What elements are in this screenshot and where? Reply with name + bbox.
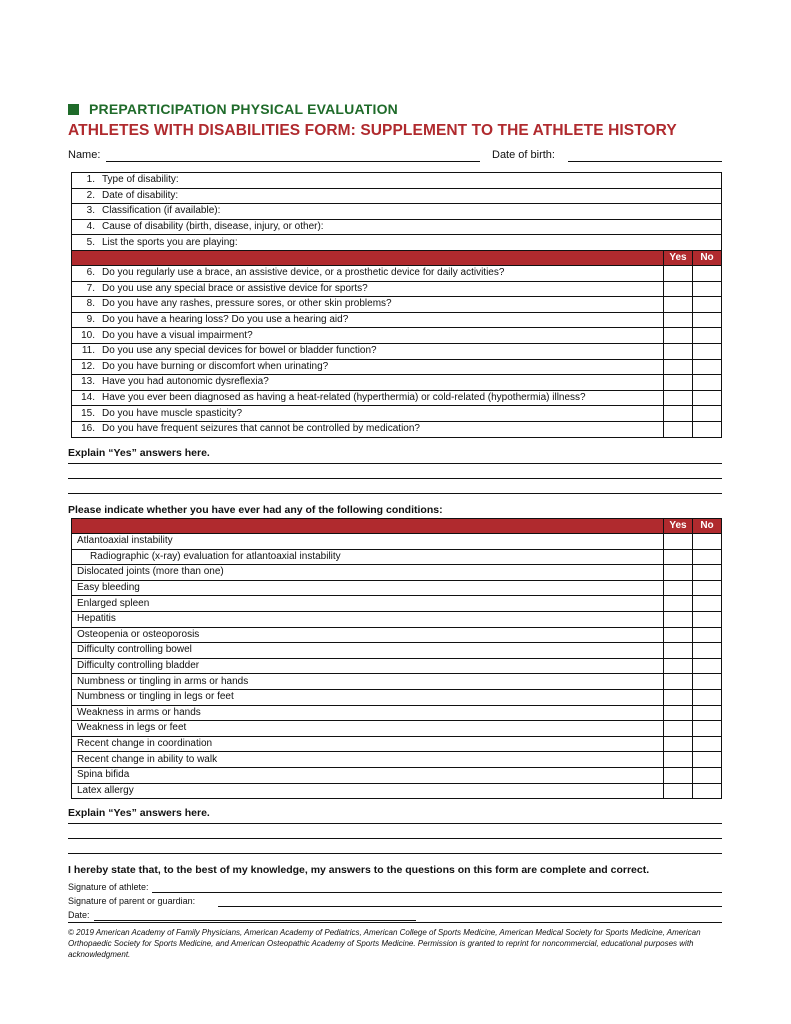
condition-text: Numbness or tingling in legs or feet — [72, 689, 664, 705]
no-checkbox[interactable] — [693, 674, 722, 690]
condition-text: Hepatitis — [72, 611, 664, 627]
condition-row — [72, 658, 722, 674]
question-row — [72, 406, 722, 422]
yes-checkbox[interactable] — [664, 689, 693, 705]
condition-text: Difficulty controlling bladder — [72, 658, 664, 674]
info-field[interactable]: Cause of disability (birth, disease, injury, or other): — [99, 219, 722, 235]
name-label: Name: — [68, 149, 101, 161]
condition-row — [72, 596, 722, 612]
question-row — [72, 343, 722, 359]
question-number: 6. — [72, 265, 100, 281]
yes-column-header: Yes — [664, 519, 693, 534]
yes-checkbox[interactable] — [664, 705, 693, 721]
guardian-signature-row — [68, 896, 722, 908]
info-row — [72, 235, 722, 251]
info-field[interactable]: Type of disability: — [99, 173, 722, 189]
no-checkbox[interactable] — [693, 343, 722, 359]
no-checkbox[interactable] — [693, 359, 722, 375]
yes-checkbox[interactable] — [664, 643, 693, 659]
question-text: Do you have a hearing loss? Do you use a hearing aid? — [99, 312, 664, 328]
conditions-table — [71, 518, 722, 799]
condition-row — [72, 752, 722, 768]
no-checkbox[interactable] — [693, 534, 722, 550]
yes-checkbox[interactable] — [664, 281, 693, 297]
no-checkbox[interactable] — [693, 611, 722, 627]
condition-row — [72, 674, 722, 690]
question-number: 12. — [72, 359, 100, 375]
condition-row — [72, 705, 722, 721]
question-row — [72, 297, 722, 313]
question-row — [72, 375, 722, 391]
no-checkbox[interactable] — [693, 375, 722, 391]
no-checkbox[interactable] — [693, 580, 722, 596]
athlete-signature-field[interactable] — [152, 882, 722, 893]
dob-label: Date of birth: — [492, 149, 555, 161]
question-number: 16. — [72, 421, 100, 437]
condition-text: Recent change in ability to walk — [72, 752, 664, 768]
explain-line-5[interactable] — [68, 838, 722, 839]
no-checkbox[interactable] — [693, 736, 722, 752]
yes-no-header-row — [72, 519, 722, 534]
name-field[interactable] — [106, 149, 480, 162]
date-field[interactable] — [94, 910, 416, 921]
condition-text: Atlantoaxial instability — [72, 534, 664, 550]
info-number: 1. — [72, 173, 100, 189]
question-row — [72, 328, 722, 344]
yes-checkbox[interactable] — [664, 328, 693, 344]
info-field[interactable]: Date of disability: — [99, 188, 722, 204]
condition-row — [72, 611, 722, 627]
explain-line-4[interactable] — [68, 823, 722, 824]
condition-row — [72, 736, 722, 752]
question-text: Do you have muscle spasticity? — [99, 406, 664, 422]
yes-checkbox[interactable] — [664, 752, 693, 768]
attestation-statement: I hereby state that, to the best of my knowledge, my answers to the questions on this form are complete and correct. — [68, 864, 650, 876]
yes-checkbox[interactable] — [664, 312, 693, 328]
yes-checkbox[interactable] — [664, 390, 693, 406]
yes-checkbox[interactable] — [664, 534, 693, 550]
form-title: ATHLETES WITH DISABILITIES FORM: SUPPLEMENT TO THE ATHLETE HISTORY — [68, 122, 677, 139]
no-checkbox[interactable] — [693, 627, 722, 643]
no-checkbox[interactable] — [693, 421, 722, 437]
yes-checkbox[interactable] — [664, 736, 693, 752]
question-text: Do you have burning or discomfort when urinating? — [99, 359, 664, 375]
question-row — [72, 312, 722, 328]
yes-checkbox[interactable] — [664, 783, 693, 799]
condition-text: Easy bleeding — [72, 580, 664, 596]
explain-line-2[interactable] — [68, 478, 722, 479]
question-text: Do you use any special brace or assistive device for sports? — [99, 281, 664, 297]
question-text: Have you ever been diagnosed as having a heat-related (hyperthermia) or cold-related (hypothermia) illness? — [99, 390, 664, 406]
no-checkbox[interactable] — [693, 281, 722, 297]
yes-checkbox[interactable] — [664, 627, 693, 643]
question-text: Do you use any special devices for bowel or bladder function? — [99, 343, 664, 359]
history-questions-table — [71, 172, 722, 438]
no-checkbox[interactable] — [693, 549, 722, 565]
explain-line-3[interactable] — [68, 493, 722, 494]
yes-checkbox[interactable] — [664, 297, 693, 313]
conditions-prompt: Please indicate whether you have ever had any of the following conditions: — [68, 504, 443, 516]
yes-checkbox[interactable] — [664, 359, 693, 375]
info-field[interactable]: Classification (if available): — [99, 204, 722, 220]
info-number: 4. — [72, 219, 100, 235]
no-checkbox[interactable] — [693, 643, 722, 659]
condition-row — [72, 689, 722, 705]
condition-text: Enlarged spleen — [72, 596, 664, 612]
date-row — [68, 910, 722, 922]
condition-text: Recent change in coordination — [72, 736, 664, 752]
no-checkbox[interactable] — [693, 783, 722, 799]
yes-checkbox[interactable] — [664, 406, 693, 422]
guardian-signature-field[interactable] — [218, 896, 722, 907]
no-checkbox[interactable] — [693, 565, 722, 581]
yes-checkbox[interactable] — [664, 375, 693, 391]
info-number: 2. — [72, 188, 100, 204]
condition-text: Dislocated joints (more than one) — [72, 565, 664, 581]
no-checkbox[interactable] — [693, 265, 722, 281]
explain-label-2: Explain “Yes” answers here. — [68, 807, 210, 819]
info-number: 5. — [72, 235, 100, 251]
question-text: Do you have any rashes, pressure sores, or other skin problems? — [99, 297, 664, 313]
dob-field[interactable] — [568, 149, 722, 162]
guardian-signature-label: Signature of parent or guardian: — [68, 896, 196, 906]
green-square-icon — [68, 104, 79, 115]
yes-checkbox[interactable] — [664, 721, 693, 737]
explain-line-1[interactable] — [68, 463, 722, 464]
condition-row — [72, 534, 722, 550]
condition-text: Radiographic (x-ray) evaluation for atlantoaxial instability — [72, 549, 664, 565]
question-row — [72, 281, 722, 297]
header-spacer — [72, 519, 664, 534]
question-row — [72, 390, 722, 406]
yes-checkbox[interactable] — [664, 565, 693, 581]
condition-text: Numbness or tingling in arms or hands — [72, 674, 664, 690]
explain-line-6[interactable] — [68, 853, 722, 854]
question-row — [72, 265, 722, 281]
name-dob-row — [68, 149, 722, 165]
date-label: Date: — [68, 910, 90, 920]
no-checkbox[interactable] — [693, 767, 722, 783]
no-checkbox[interactable] — [693, 721, 722, 737]
condition-text: Spina bifida — [72, 767, 664, 783]
no-checkbox[interactable] — [693, 328, 722, 344]
condition-row — [72, 643, 722, 659]
condition-text: Difficulty controlling bowel — [72, 643, 664, 659]
info-row — [72, 188, 722, 204]
yes-checkbox[interactable] — [664, 767, 693, 783]
footer-divider — [68, 922, 722, 923]
condition-row — [72, 767, 722, 783]
yes-checkbox[interactable] — [664, 674, 693, 690]
info-number: 3. — [72, 204, 100, 220]
question-text: Do you regularly use a brace, an assistive device, or a prosthetic device for daily activities? — [99, 265, 664, 281]
yes-checkbox[interactable] — [664, 658, 693, 674]
yes-checkbox[interactable] — [664, 580, 693, 596]
yes-checkbox[interactable] — [664, 611, 693, 627]
explain-label-1: Explain “Yes” answers here. — [68, 447, 210, 459]
condition-row — [72, 549, 722, 565]
info-row — [72, 204, 722, 220]
condition-row — [72, 721, 722, 737]
program-title — [68, 101, 398, 117]
question-text: Have you had autonomic dysreflexia? — [99, 375, 664, 391]
question-number: 7. — [72, 281, 100, 297]
yes-checkbox[interactable] — [664, 549, 693, 565]
condition-row — [72, 565, 722, 581]
info-field[interactable]: List the sports you are playing: — [99, 235, 722, 251]
question-number: 13. — [72, 375, 100, 391]
no-checkbox[interactable] — [693, 297, 722, 313]
yes-checkbox[interactable] — [664, 343, 693, 359]
athlete-signature-row — [68, 882, 722, 894]
question-number: 10. — [72, 328, 100, 344]
no-column-header: No — [693, 519, 722, 534]
yes-checkbox[interactable] — [664, 421, 693, 437]
question-number: 9. — [72, 312, 100, 328]
yes-column-header: Yes — [664, 250, 693, 265]
question-row — [72, 359, 722, 375]
no-checkbox[interactable] — [693, 689, 722, 705]
yes-checkbox[interactable] — [664, 265, 693, 281]
question-number: 11. — [72, 343, 100, 359]
question-number: 8. — [72, 297, 100, 313]
no-checkbox[interactable] — [693, 390, 722, 406]
condition-text: Weakness in arms or hands — [72, 705, 664, 721]
no-checkbox[interactable] — [693, 752, 722, 768]
copyright-footer: © 2019 American Academy of Family Physicians, American Academy of Pediatrics, American College of Sports Medicine, American Medical Society for Sports Medicine, American Orthopaedic Society for Sports Medicine, and American Osteopathic Academy of Sports Medicine. Permission is granted to reprint for noncommercial, educational purposes with acknowledgment. — [68, 928, 701, 959]
no-checkbox[interactable] — [693, 596, 722, 612]
no-column-header: No — [693, 250, 722, 265]
info-row — [72, 219, 722, 235]
info-row — [72, 173, 722, 189]
program-title-text: PREPARTICIPATION PHYSICAL EVALUATION — [89, 101, 398, 117]
question-number: 14. — [72, 390, 100, 406]
question-text: Do you have frequent seizures that cannot be controlled by medication? — [99, 421, 664, 437]
question-text: Do you have a visual impairment? — [99, 328, 664, 344]
no-checkbox[interactable] — [693, 312, 722, 328]
yes-no-header-row — [72, 250, 722, 265]
header-spacer — [72, 250, 664, 265]
condition-text: Weakness in legs or feet — [72, 721, 664, 737]
athlete-signature-label: Signature of athlete: — [68, 882, 149, 892]
condition-text: Osteopenia or osteoporosis — [72, 627, 664, 643]
condition-row — [72, 627, 722, 643]
yes-checkbox[interactable] — [664, 596, 693, 612]
condition-row — [72, 580, 722, 596]
condition-row — [72, 783, 722, 799]
no-checkbox[interactable] — [693, 658, 722, 674]
no-checkbox[interactable] — [693, 705, 722, 721]
condition-text: Latex allergy — [72, 783, 664, 799]
no-checkbox[interactable] — [693, 406, 722, 422]
question-row — [72, 421, 722, 437]
question-number: 15. — [72, 406, 100, 422]
